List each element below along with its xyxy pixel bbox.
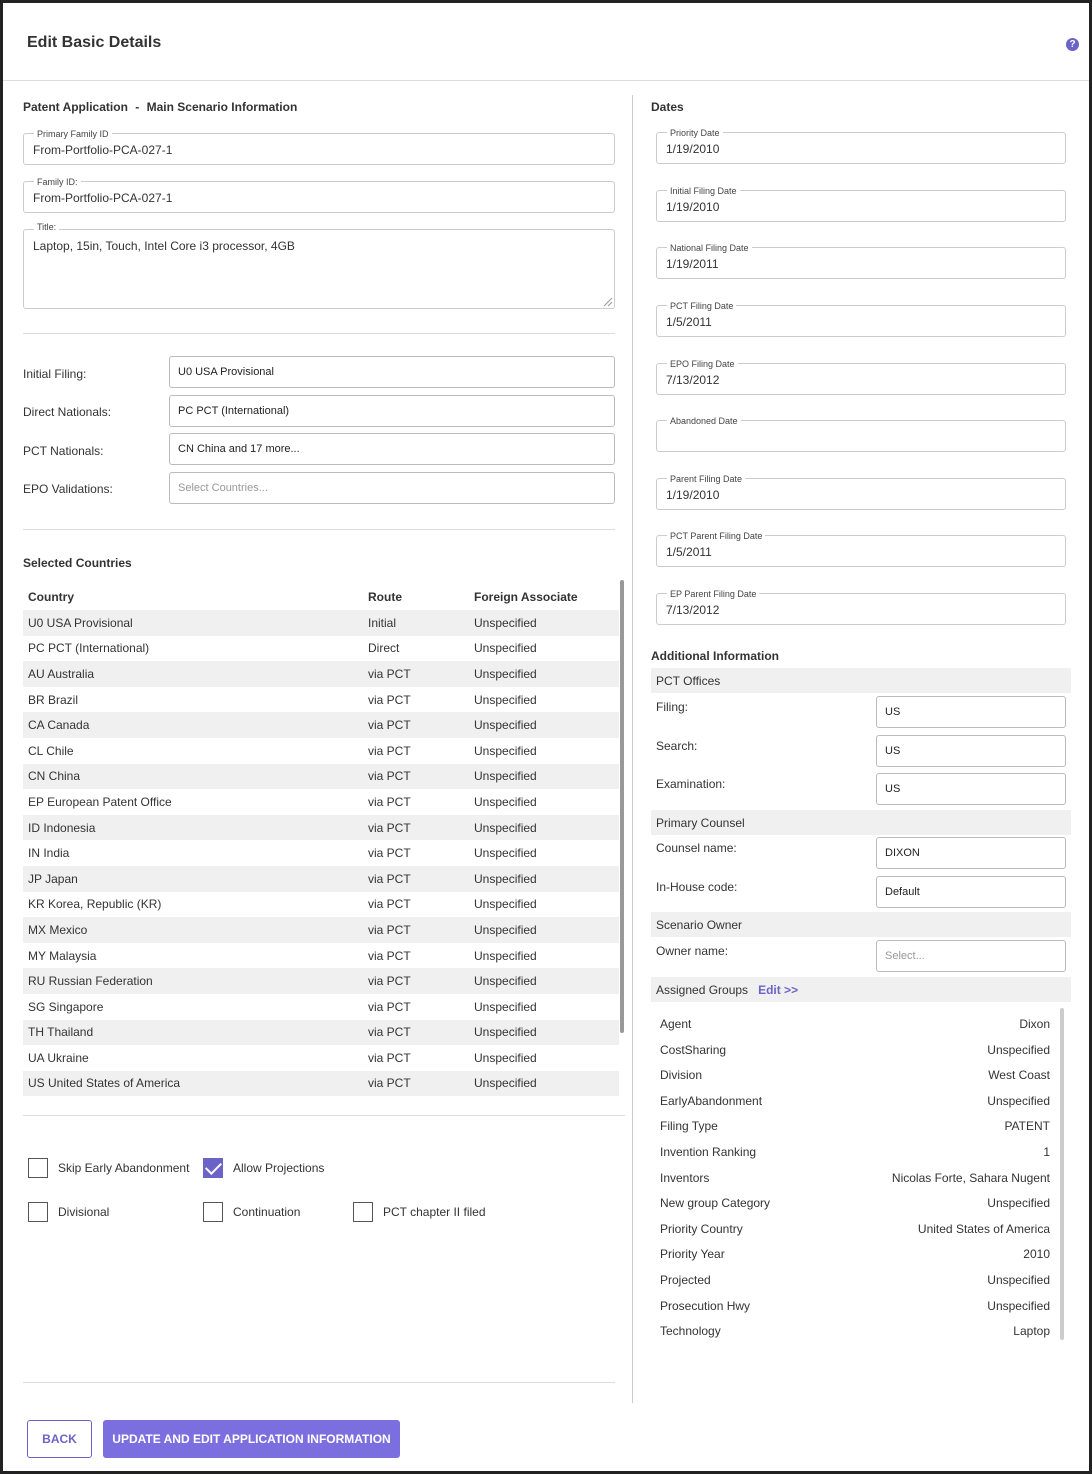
foreign-associate-cell: Unspecified bbox=[469, 1020, 619, 1046]
table-row[interactable] bbox=[23, 994, 619, 1020]
group-name: Technology bbox=[660, 1324, 721, 1338]
countries-table bbox=[23, 584, 619, 1091]
skip-early-abandonment-checkbox[interactable] bbox=[28, 1158, 48, 1178]
route-cell: via PCT bbox=[363, 661, 469, 687]
selected-countries-heading: Selected Countries bbox=[23, 556, 132, 570]
route-cell: via PCT bbox=[368, 999, 411, 1014]
route-cell: via PCT bbox=[368, 846, 411, 861]
group-name: Filing Type bbox=[660, 1119, 718, 1133]
column-divider bbox=[632, 95, 633, 1403]
route-cell: via PCT bbox=[368, 794, 411, 809]
table-row[interactable] bbox=[23, 712, 619, 738]
table-row[interactable] bbox=[23, 789, 619, 815]
table-row[interactable] bbox=[23, 1020, 619, 1046]
route-cell: via PCT bbox=[363, 968, 469, 994]
table-row[interactable] bbox=[23, 636, 619, 662]
family-id-value: From-Portfolio-PCA-027-1 bbox=[33, 191, 173, 205]
route-cell: Initial bbox=[363, 610, 469, 636]
route-cell: via PCT bbox=[368, 897, 411, 912]
family-id-label: Family ID: bbox=[34, 177, 81, 187]
title-label: Title: bbox=[34, 222, 59, 232]
group-name: CostSharing bbox=[660, 1043, 727, 1057]
foreign-associate-cell: Unspecified bbox=[469, 917, 619, 943]
foreign-associate-cell: Unspecified bbox=[474, 846, 537, 861]
route-cell: via PCT bbox=[363, 764, 469, 790]
additional-info-heading: Additional Information bbox=[651, 649, 779, 663]
ep-parent-filing-date-field[interactable] bbox=[656, 589, 1066, 625]
country-cell: JP Japan bbox=[23, 866, 363, 892]
country-cell: TH Thailand bbox=[23, 1020, 363, 1046]
foreign-associate-cell: Unspecified bbox=[474, 948, 537, 963]
family-id-field[interactable] bbox=[23, 177, 615, 213]
country-cell: ID Indonesia bbox=[23, 815, 363, 841]
pct-parent-filing-date-value: 1/5/2011 bbox=[666, 545, 712, 559]
group-name: Priority Year bbox=[660, 1247, 725, 1261]
owner-name-select[interactable]: Select... bbox=[876, 940, 1066, 972]
group-name: Priority Country bbox=[660, 1222, 743, 1236]
national-filing-date-value: 1/19/2011 bbox=[666, 257, 719, 271]
table-row[interactable] bbox=[23, 968, 619, 994]
abandoned-date-field[interactable] bbox=[656, 416, 1066, 452]
group-value: PATENT bbox=[1004, 1119, 1050, 1133]
priority-date-value: 1/19/2010 bbox=[666, 142, 720, 156]
group-name: Inventors bbox=[660, 1171, 710, 1185]
continuation-checkbox[interactable] bbox=[203, 1202, 223, 1222]
table-row[interactable] bbox=[23, 892, 619, 918]
foreign-associate-cell: Unspecified bbox=[474, 743, 537, 758]
epo-filing-date-value: 7/13/2012 bbox=[666, 373, 720, 387]
in-house-code-label: In-House code: bbox=[656, 880, 738, 894]
national-filing-date-label: National Filing Date bbox=[667, 243, 752, 253]
group-row bbox=[660, 1324, 1050, 1338]
column-header-foreign-associate[interactable]: Foreign Associate bbox=[474, 590, 578, 604]
group-value: 2010 bbox=[1023, 1247, 1050, 1261]
country-cell: U0 USA Provisional bbox=[23, 610, 363, 636]
group-name: EarlyAbandonment bbox=[660, 1094, 763, 1108]
group-name: Projected bbox=[660, 1273, 711, 1287]
table-row[interactable] bbox=[23, 917, 619, 943]
route-cell: via PCT bbox=[363, 917, 469, 943]
group-name: Invention Ranking bbox=[660, 1145, 757, 1159]
ep-parent-filing-date-value: 7/13/2012 bbox=[666, 603, 720, 617]
table-row[interactable] bbox=[23, 610, 619, 636]
pct-filing-date-value: 1/5/2011 bbox=[666, 315, 712, 329]
parent-filing-date-field[interactable] bbox=[656, 474, 1066, 510]
foreign-associate-cell: Unspecified bbox=[474, 999, 537, 1014]
pct-filing-date-label: PCT Filing Date bbox=[667, 301, 736, 311]
counsel-name-input[interactable]: DIXON bbox=[876, 837, 1066, 869]
primary-family-id-field[interactable] bbox=[23, 129, 615, 165]
route-cell: via PCT bbox=[368, 948, 411, 963]
group-row bbox=[660, 1068, 1050, 1082]
country-cell: EP European Patent Office bbox=[28, 794, 172, 809]
country-cell: RU Russian Federation bbox=[23, 968, 363, 994]
country-cell: IN India bbox=[28, 846, 70, 861]
pct-search-label: Search: bbox=[656, 739, 698, 753]
pct-nationals-input[interactable]: CN China and 17 more... bbox=[169, 433, 615, 465]
table-scrollbar[interactable] bbox=[620, 580, 624, 1033]
update-button[interactable]: UPDATE AND EDIT APPLICATION INFORMATION bbox=[103, 1420, 400, 1458]
foreign-associate-cell: Unspecified bbox=[469, 610, 619, 636]
allow-projections-checkbox[interactable] bbox=[203, 1158, 223, 1178]
group-row bbox=[660, 1119, 1050, 1133]
abandoned-date-label: Abandoned Date bbox=[667, 416, 741, 426]
owner-name-label: Owner name: bbox=[656, 944, 729, 958]
group-value: United States of America bbox=[917, 1222, 1050, 1236]
dialog-header bbox=[3, 3, 1089, 81]
counsel-name-label: Counsel name: bbox=[656, 841, 737, 855]
primary-counsel-band: Primary Counsel bbox=[651, 810, 1071, 835]
country-cell: MY Malaysia bbox=[28, 948, 97, 963]
table-row[interactable] bbox=[23, 866, 619, 892]
route-cell: via PCT bbox=[363, 1020, 469, 1046]
route-cell: via PCT bbox=[363, 815, 469, 841]
group-row bbox=[660, 1247, 1050, 1261]
route-cell: via PCT bbox=[363, 712, 469, 738]
route-cell: via PCT bbox=[368, 1050, 411, 1065]
foreign-associate-cell: Unspecified bbox=[469, 764, 619, 790]
in-house-code-input[interactable]: Default bbox=[876, 876, 1066, 908]
table-row[interactable] bbox=[23, 738, 619, 764]
pct-chapter-ii-checkbox[interactable] bbox=[353, 1202, 373, 1222]
initial-filing-label: Initial Filing: bbox=[23, 367, 87, 381]
group-row bbox=[660, 1299, 1050, 1313]
country-cell: UA Ukraine bbox=[28, 1050, 89, 1065]
country-cell: PC PCT (International) bbox=[28, 641, 150, 656]
group-row bbox=[660, 1017, 1050, 1031]
route-cell: via PCT bbox=[363, 866, 469, 892]
groups-scrollbar[interactable] bbox=[1060, 1008, 1064, 1340]
divider bbox=[23, 529, 615, 530]
foreign-associate-cell: Unspecified bbox=[474, 897, 537, 912]
epo-filing-date-field[interactable] bbox=[656, 359, 1066, 395]
group-value: West Coast bbox=[988, 1068, 1050, 1082]
foreign-associate-cell: Unspecified bbox=[474, 794, 537, 809]
back-button[interactable]: BACK bbox=[27, 1420, 92, 1458]
continuation-label: Continuation bbox=[233, 1205, 301, 1219]
foreign-associate-cell: Unspecified bbox=[469, 661, 619, 687]
pct-examination-input[interactable]: US bbox=[876, 773, 1066, 805]
pct-filing-label: Filing: bbox=[656, 700, 689, 714]
group-value: Dixon bbox=[1019, 1017, 1050, 1031]
dialog-title: Edit Basic Details bbox=[27, 34, 162, 51]
group-row bbox=[660, 1145, 1050, 1159]
group-row bbox=[660, 1222, 1050, 1236]
heading-part2: Main Scenario Information bbox=[146, 100, 298, 114]
group-row bbox=[660, 1043, 1050, 1057]
group-row bbox=[660, 1196, 1050, 1210]
group-name: New group Category bbox=[660, 1196, 771, 1210]
title-textarea[interactable] bbox=[23, 222, 615, 309]
route-cell: Direct bbox=[368, 641, 400, 656]
dates-heading: Dates bbox=[651, 100, 684, 114]
table-row[interactable] bbox=[23, 661, 619, 687]
route-cell: via PCT bbox=[368, 692, 411, 707]
group-value: Unspecified bbox=[987, 1043, 1050, 1057]
pct-filing-date-field[interactable] bbox=[656, 301, 1066, 337]
heading-separator: - bbox=[135, 100, 140, 114]
divider bbox=[23, 1382, 615, 1383]
foreign-associate-cell: Unspecified bbox=[469, 968, 619, 994]
country-cell: CN China bbox=[23, 764, 363, 790]
priority-date-label: Priority Date bbox=[667, 128, 723, 138]
pct-nationals-label: PCT Nationals: bbox=[23, 444, 104, 458]
initial-filing-date-label: Initial Filing Date bbox=[667, 186, 740, 196]
foreign-associate-cell: Unspecified bbox=[474, 692, 537, 707]
primary-family-id-label: Primary Family ID bbox=[34, 129, 112, 139]
country-cell: KR Korea, Republic (KR) bbox=[28, 897, 162, 912]
epo-filing-date-label: EPO Filing Date bbox=[667, 359, 738, 369]
table-row[interactable] bbox=[23, 840, 619, 866]
initial-filing-date-field[interactable] bbox=[656, 186, 1066, 222]
divider bbox=[23, 1115, 625, 1116]
group-name: Prosecution Hwy bbox=[660, 1299, 751, 1313]
initial-filing-date-value: 1/19/2010 bbox=[666, 200, 720, 214]
pct-search-input[interactable]: US bbox=[876, 735, 1066, 767]
foreign-associate-cell: Unspecified bbox=[469, 1071, 619, 1097]
country-cell: US United States of America bbox=[23, 1071, 363, 1097]
ep-parent-filing-date-label: EP Parent Filing Date bbox=[667, 589, 759, 599]
resize-handle-icon[interactable] bbox=[604, 298, 612, 306]
section-heading-main bbox=[23, 100, 297, 114]
foreign-associate-cell: Unspecified bbox=[474, 1050, 537, 1065]
column-header-route[interactable]: Route bbox=[368, 590, 402, 604]
assigned-groups-band bbox=[651, 977, 1071, 1002]
priority-date-field[interactable] bbox=[656, 128, 1066, 164]
column-header-country[interactable]: Country bbox=[28, 590, 74, 604]
group-row bbox=[660, 1171, 1050, 1185]
assigned-groups-heading: Assigned Groups bbox=[656, 982, 749, 997]
direct-nationals-label: Direct Nationals: bbox=[23, 405, 112, 419]
parent-filing-date-label: Parent Filing Date bbox=[667, 474, 745, 484]
foreign-associate-cell: Unspecified bbox=[469, 712, 619, 738]
group-value: Laptop bbox=[1013, 1324, 1050, 1338]
initial-filing-input[interactable]: U0 USA Provisional bbox=[169, 356, 615, 388]
group-row bbox=[660, 1273, 1050, 1287]
group-row bbox=[660, 1094, 1050, 1108]
route-cell: via PCT bbox=[363, 1071, 469, 1097]
scenario-owner-band: Scenario Owner bbox=[651, 912, 1071, 937]
table-row[interactable] bbox=[23, 687, 619, 713]
epo-validations-label: EPO Validations: bbox=[23, 482, 113, 496]
question-icon[interactable]: ? bbox=[1066, 38, 1079, 51]
epo-validations-input[interactable]: Select Countries... bbox=[169, 472, 615, 504]
group-value: Nicolas Forte, Sahara Nugent bbox=[891, 1171, 1050, 1185]
group-name: Agent bbox=[660, 1017, 692, 1031]
pct-filing-input[interactable]: US bbox=[876, 696, 1066, 728]
country-cell: CL Chile bbox=[28, 743, 74, 758]
group-value: 1 bbox=[1043, 1145, 1050, 1159]
country-cell: CA Canada bbox=[23, 712, 363, 738]
allow-projections-label: Allow Projections bbox=[233, 1161, 325, 1175]
group-name: Division bbox=[660, 1068, 703, 1082]
group-value: Unspecified bbox=[987, 1196, 1050, 1210]
pct-parent-filing-date-field[interactable] bbox=[656, 531, 1066, 567]
country-cell: MX Mexico bbox=[23, 917, 363, 943]
title-value: Laptop, 15in, Touch, Intel Core i3 processor, 4GB bbox=[33, 239, 295, 253]
divisional-label: Divisional bbox=[58, 1205, 110, 1219]
divider bbox=[23, 333, 615, 334]
table-row[interactable] bbox=[23, 1071, 619, 1097]
skip-early-abandonment-label: Skip Early Abandonment bbox=[58, 1161, 190, 1175]
table-row[interactable] bbox=[23, 764, 619, 790]
divisional-checkbox[interactable] bbox=[28, 1202, 48, 1222]
pct-offices-band: PCT Offices bbox=[651, 668, 1071, 693]
primary-family-id-value: From-Portfolio-PCA-027-1 bbox=[33, 143, 173, 157]
table-row[interactable] bbox=[23, 815, 619, 841]
country-cell: AU Australia bbox=[23, 661, 363, 687]
pct-chapter-ii-label: PCT chapter II filed bbox=[383, 1205, 486, 1219]
parent-filing-date-value: 1/19/2010 bbox=[666, 488, 720, 502]
group-value: Unspecified bbox=[987, 1094, 1050, 1108]
national-filing-date-field[interactable] bbox=[656, 243, 1066, 279]
country-cell: SG Singapore bbox=[28, 999, 104, 1014]
group-value: Unspecified bbox=[987, 1299, 1050, 1313]
foreign-associate-cell: Unspecified bbox=[469, 815, 619, 841]
route-cell: via PCT bbox=[368, 743, 411, 758]
table-row[interactable] bbox=[23, 943, 619, 969]
heading-part1: Patent Application bbox=[23, 100, 128, 114]
group-value: Unspecified bbox=[987, 1273, 1050, 1287]
edit-groups-link[interactable]: Edit >> bbox=[758, 982, 799, 997]
foreign-associate-cell: Unspecified bbox=[474, 641, 537, 656]
country-cell: BR Brazil bbox=[28, 692, 79, 707]
pct-examination-label: Examination: bbox=[656, 777, 726, 791]
pct-parent-filing-date-label: PCT Parent Filing Date bbox=[667, 531, 765, 541]
direct-nationals-input[interactable]: PC PCT (International) bbox=[169, 395, 615, 427]
table-row[interactable] bbox=[23, 1045, 619, 1071]
foreign-associate-cell: Unspecified bbox=[469, 866, 619, 892]
